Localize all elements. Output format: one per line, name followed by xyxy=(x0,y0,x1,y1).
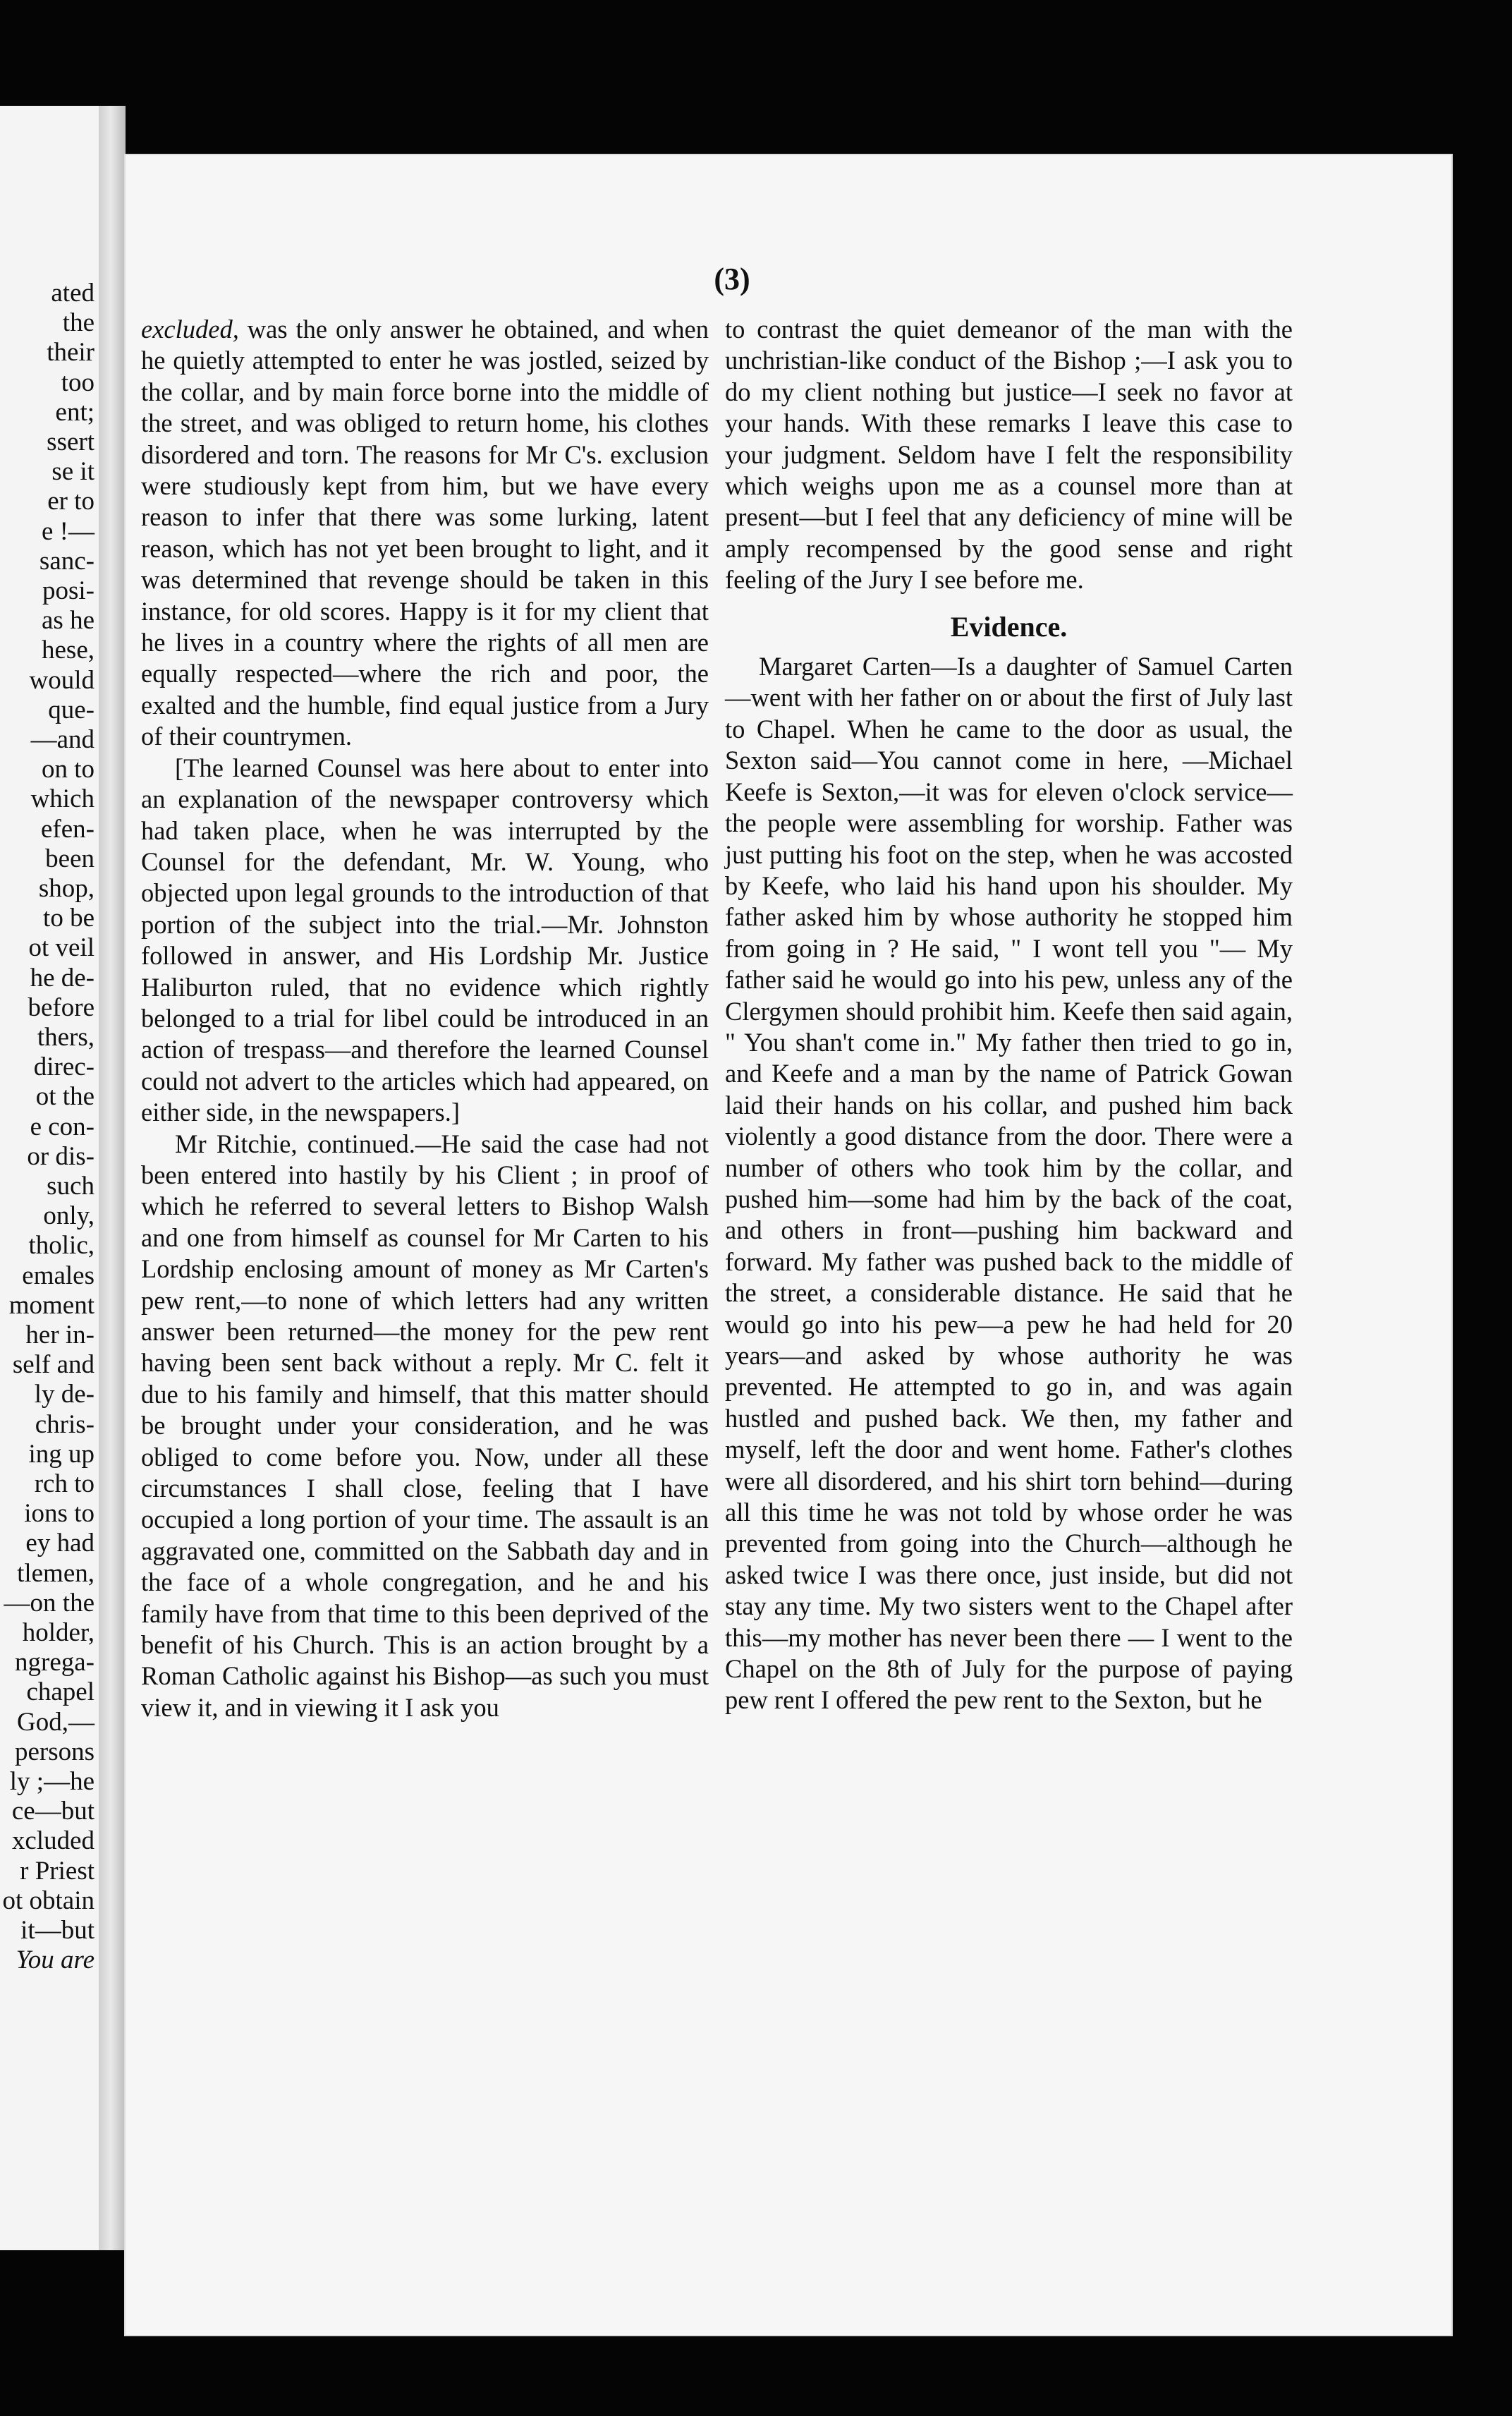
facing-fragment-line: tholic, xyxy=(28,1231,94,1261)
facing-fragment-line: —on the xyxy=(4,1588,94,1617)
facing-fragment-line: ey had xyxy=(25,1529,94,1558)
facing-fragment-line: to be xyxy=(43,904,94,933)
facing-fragment-line: direc- xyxy=(33,1052,94,1082)
facing-fragment-line: sanc- xyxy=(39,546,94,576)
facing-fragment-line: such xyxy=(47,1172,94,1201)
facing-fragment-line: ing up xyxy=(28,1439,94,1469)
facing-fragment-line: er to xyxy=(47,487,94,516)
facing-fragment-line: chris- xyxy=(35,1409,94,1439)
facing-fragment-line: their xyxy=(47,338,94,368)
paragraph-2: [The learned Counsel was here about to enter into an explanation of the newspaper controversy which had taken place, when he was interrupted by the Counsel for the defendant, Mr. W. Young, who objected upon legal grounds to the introduction of that portion of the subject into the trial.—Mr. Johnston followed in answer, and His Lordship Mr. Justice Haliburton ruled, that no evidence which rightly belonged to a trial for libel could be introduced in an action of trespass—and therefore the learned Counsel could not advert to the articles which had appeared, on either side, in the newspapers.] xyxy=(141,753,709,1127)
italic-word: excluded, xyxy=(141,315,239,344)
facing-fragment-line: shop, xyxy=(38,874,94,903)
facing-fragment-line: ions to xyxy=(24,1499,94,1529)
facing-fragment-line: ly ;—he xyxy=(9,1767,94,1796)
facing-fragment-line: e !— xyxy=(42,516,94,546)
evidence-heading: Evidence. xyxy=(950,610,1068,643)
facing-fragment-line: e con- xyxy=(30,1112,94,1141)
facing-fragment-line: been xyxy=(45,844,94,873)
facing-fragment-line: ssert xyxy=(47,427,94,456)
facing-fragment-line: ot the xyxy=(35,1082,94,1112)
facing-fragment-line: persons xyxy=(14,1737,94,1766)
facing-fragment-line: rch to xyxy=(34,1469,94,1498)
facing-fragment-line: only, xyxy=(43,1201,94,1231)
facing-fragment-line: ated xyxy=(51,279,94,308)
paragraph-closing: to contrast the quiet demeanor of the man with the unchristian-like conduct of the Bishop ;—I ask you to do my client nothing but justice—I seek no favor at your hands. With these remarks I leave this case to your judgment. Seldom have I felt the responsibility which weighs upon me as a counsel more than at present—but I feel that any deficiency of mine will be amply recompensed by the good sense and right feeling of the Jury I see before me. xyxy=(725,315,1293,595)
facing-page-fragment xyxy=(0,106,99,2250)
facing-fragment-line: —and xyxy=(30,725,94,754)
facing-fragment-line: before xyxy=(28,992,94,1022)
facing-fragment-line: her in- xyxy=(25,1321,94,1349)
facing-fragment-line: efen- xyxy=(41,814,94,844)
paragraph-1: excluded, was the only answer he obtained, and when he quietly attempted to enter he was jostled, seized by the collar, and by main force borne into the middle of the street, and was obliged to return home, his clothes disordered and torn. The reasons for Mr C's. exclusion were studiously kept from him, but we have every reason to infer that there was some lurking, latent reason, which has not yet been brought to light, and it was determined that revenge should be taken in this instance, for old scores. Happy is it for my client that he lives in a country where the rights of all men are equally respected—where the rich and poor, the exalted and the humble, find equal justice from a Jury of their countrymen. xyxy=(141,315,709,751)
facing-fragment-line: You are xyxy=(16,1945,94,1975)
facing-fragment-line: holder, xyxy=(22,1618,94,1647)
page-gutter xyxy=(99,106,126,2250)
facing-fragment-line: ent; xyxy=(55,397,94,427)
document-page xyxy=(126,155,1451,2335)
facing-fragment-line: r Priest xyxy=(20,1856,94,1886)
facing-fragment-line: it—but xyxy=(20,1916,94,1945)
evidence-paragraph: Margaret Carten—Is a daughter of Samuel Carten—went with her father on or about the first of July last to Chapel. When he came to the door as usual, the Sexton said—You cannot come in here, —Michael Keefe is Sexton,—it was for eleven o'clock service—the people were assembling for worship. Father was just putting his foot on the step, when he was accosted by Keefe, who laid his hand upon his shoulder. My father asked him by whose authority he stopped him from going in ? He said, " I wont tell you "— My father said he would go into his pew, unless any of the Clergymen should prohibit him. Keefe then said again, " You shan't come in." My father then tried to go in, and Keefe and a man by the name of Patrick Gowan laid their hands on his collar, and pushed him back violently a good distance from the door. There were a number of others who took him by the collar, and pushed him—some had him by the back of the coat, and others in front—pushing him backward and forward. My father was pushed back to the middle of the street, a considerable distance. He said that he would go into his pew—a pew he had held for 20 years—and asked by whose authority he was prevented. He attempted to go in, and was again hustled and pushed back. We then, my father and myself, left the door and went home. Father's clothes were all disordered, and his shirt torn behind—during all this time he was not told by whose order he was prevented from going into the Church—although he asked twice I was there once, just inside, but did not stay any time. My two sisters went to the Chapel after this—my mother has never been there — I went to the Chapel on the 8th of July for the purpose of paying pew rent I offered the pew rent to the Sexton, but he xyxy=(725,652,1293,1715)
facing-fragment-line: se it xyxy=(51,457,94,487)
facing-fragment-line: which xyxy=(30,784,94,814)
facing-fragment-line: ce—but xyxy=(11,1797,94,1826)
facing-fragment-line: que- xyxy=(48,695,94,724)
facing-fragment-line: as he xyxy=(42,606,94,636)
facing-fragment-line: hese, xyxy=(42,636,94,665)
facing-fragment-line: chapel xyxy=(26,1677,94,1707)
facing-fragment-line: ly de- xyxy=(34,1380,94,1409)
right-column xyxy=(725,314,1293,1716)
facing-fragment-line: emales xyxy=(22,1261,94,1290)
facing-fragment-line: posi- xyxy=(42,576,94,605)
left-column xyxy=(141,314,709,1723)
paragraph-3: Mr Ritchie, continued.—He said the case had not been entered into hastily by his Client ; in proof of which he referred to several letters to Bishop Walsh and one from himself as counsel for Mr Carten to his Lordship enclosing amount of money as Mr Carten's pew rent,—to none of which letters had any written answer been returned—the money for the pew rent having been sent back without a reply. Mr C. felt it due to his family and himself, that this matter should be brought under your consideration, and he was obliged to come before you. Now, under all these circumstances I shall close, feeling that I have occupied a long portion of your time. The assault is an aggravated one, committed on the Sabbath day and in the face of a whole congregation, and he and his family have from that time to this been deprived of the benefit of his Church. This is an action brought by a Roman Catholic against his Bishop—as such you must view it, and in viewing it I ask you xyxy=(141,1129,709,1722)
facing-fragment-line: tlemen, xyxy=(17,1558,94,1588)
facing-fragment-line: self and xyxy=(12,1350,94,1380)
facing-fragment-line: too xyxy=(61,368,94,397)
facing-fragment-line: on to xyxy=(41,755,94,784)
facing-fragment-line: ot obtain xyxy=(2,1886,94,1915)
facing-fragment-line: thers, xyxy=(37,1023,94,1052)
facing-fragment-line: he de- xyxy=(30,963,94,992)
facing-fragment-line: ngrega- xyxy=(15,1648,94,1677)
facing-fragment-line: moment xyxy=(8,1290,94,1320)
facing-fragment-line: or dis- xyxy=(27,1141,94,1171)
page-number: (3) xyxy=(714,262,750,296)
facing-fragment-line: the xyxy=(62,308,94,338)
facing-fragment-line: would xyxy=(29,665,94,695)
facing-fragment-line: God,— xyxy=(17,1707,94,1737)
facing-fragment-line: xcluded xyxy=(11,1826,94,1856)
facing-fragment-line: ot veil xyxy=(28,933,94,963)
